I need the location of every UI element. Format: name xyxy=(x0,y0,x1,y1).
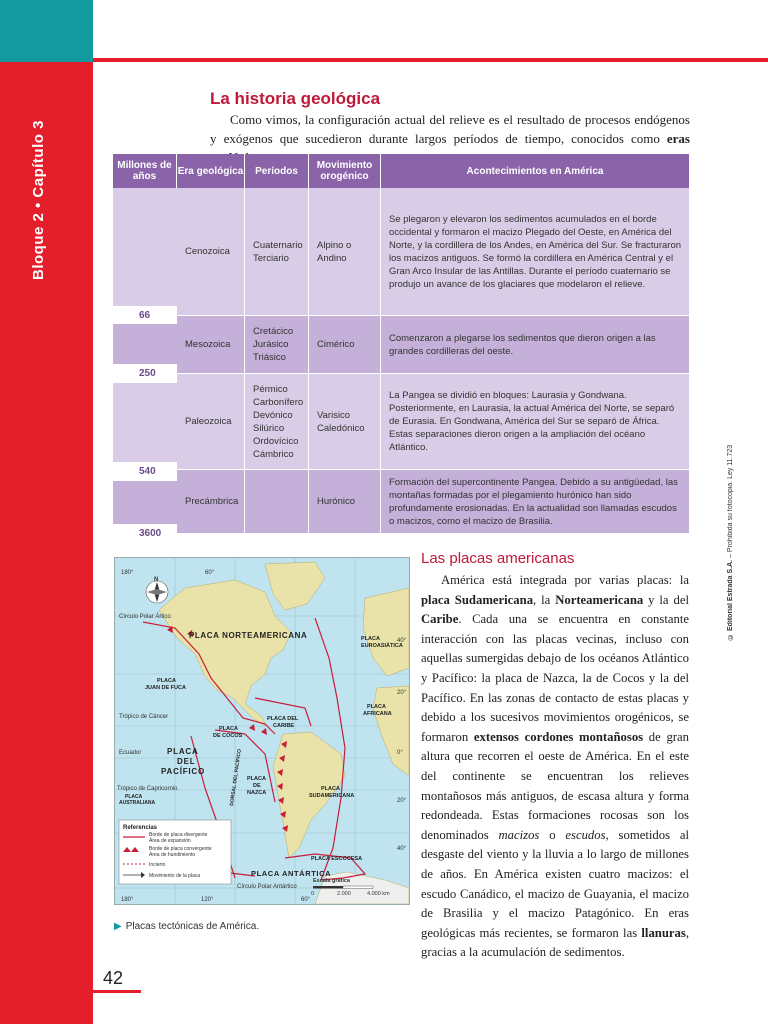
plate-label: AUSTRALIANA xyxy=(119,800,156,806)
plate-label: PLACA xyxy=(367,704,386,710)
era-cell: Precámbrica xyxy=(177,470,245,534)
events-cell: Formación del supercontinente Pangea. Debido a su antigüedad, las montañas formadas por el plegamiento hurónico han sido profundamente erosionadas. En la actualidad son llamadas escudos o macizos, como el macizo de Brasilia. xyxy=(381,470,689,534)
age-block xyxy=(113,481,177,524)
page-number-rule xyxy=(93,990,141,993)
tectonic-plates-map xyxy=(114,557,410,905)
legend-item: Borde de placa convergente xyxy=(149,846,212,852)
lon-label: 120° xyxy=(201,897,214,903)
plate-label: PLACA NORTEAMERICANA xyxy=(189,631,308,640)
top-rule xyxy=(93,58,768,62)
periods-cell: Cretácico Jurásico Triásico xyxy=(245,316,309,374)
top-corner-band xyxy=(0,0,93,62)
scale-label: 2.000 xyxy=(337,891,351,897)
lat-label: 40° xyxy=(397,638,407,644)
plate-label: PLACA xyxy=(125,794,143,800)
lon-label: 180° xyxy=(121,897,134,903)
header-millions: Millones de años xyxy=(113,154,177,188)
circle-label: Trópico de Capricornio xyxy=(117,786,178,792)
chapter-label: Bloque 2 • Capítulo 3 xyxy=(30,120,47,280)
legend-item: Área de hundimiento xyxy=(149,852,196,858)
map-caption: ▶ Placas tectónicas de América. xyxy=(114,921,260,932)
plate-label: PACÍFICO xyxy=(161,767,206,776)
lon-label: 180° xyxy=(121,570,134,576)
age-mark: 540 xyxy=(113,465,177,479)
header-movement: Movimiento orogénico xyxy=(309,154,381,188)
north-label: N xyxy=(154,577,159,583)
lat-label: 20° xyxy=(397,798,407,804)
scale-label: 0 xyxy=(311,891,315,897)
era-cell: Paleozoica xyxy=(177,374,245,470)
plate-label: CARIBE xyxy=(273,723,295,729)
intro-paragraph: Como vimos, la configuración actual del relieve es el resultado de procesos endógenos y exógenos que sucedieron durante largos períodos de tiempo, conocidos como eras xyxy=(210,112,690,146)
section-paragraph: América está integrada por varias placas: la placa Sudamericana, la Norteamericana y la del Caribe. Cada una se encuentra en constante interacción con las placas vecinas, incluso con aquellas sumergidas debajo de los océanos Atlántico y Pacífico: la placa de Nazca, la de Cocos y la del Pacífico. En las zonas de contacto de estas placas y debido a los sucesivos movimientos orogénicos, se formaron extensos cordones montañosos de gran altura que recorren el oeste de América. En el este del continente se encuentran los relieves montañosos más antiguos, de escasa altura y forma redondeada. Estas formaciones rocosas son los denominados macizos o escudos, sometidos al desgaste del viento y la lluvia a lo largo de millones de años. En América existen cuatro macizos: el escudo Canádico, el macizo de Guayania, el macizo de Brasilia y el macizo Patagónico. En eras geológicas más recientes, se formaron las llanuras, gracias a la acumulación de sedimentos. xyxy=(421,573,689,960)
age-mark: 250 xyxy=(113,367,177,381)
events-cell: La Pangea se dividió en bloques: Laurasia y Gondwana. Posteriormente, en Laurasia, la actual América del Norte, se separó de Eurasia. En Gondwana, América del Sur se separó de África. Estas separaciones dieron origen a la ampliación del océano Atlántico. xyxy=(381,374,689,470)
age-mark: 66 xyxy=(113,309,177,323)
plate-label: NAZCA xyxy=(247,790,267,796)
circle-label: Círculo Polar Antártico xyxy=(237,884,297,890)
page-number: 42 xyxy=(103,968,124,988)
legend-item: Área de expansión xyxy=(149,838,191,844)
header-events: Acontecimientos en América xyxy=(381,154,689,188)
lon-label: 60° xyxy=(301,897,311,903)
plate-label: PLACA xyxy=(247,776,266,782)
legend-item: Incierto xyxy=(149,862,166,868)
plate-label: PLACA xyxy=(157,678,176,684)
plate-label: PLACA xyxy=(219,726,238,732)
header-periods: Períodos xyxy=(245,154,309,188)
era-cell: Mesozoica xyxy=(177,316,245,374)
page-title: La historia geológica xyxy=(210,89,381,108)
copyright-notice: © Editorial Estrada S.A. – Prohibida su fotocopia. Ley 11.723 xyxy=(727,444,734,640)
legend-item: Movimiento de la placa xyxy=(149,873,201,879)
circle-label: Círculo Polar Ártico xyxy=(119,614,171,620)
geologic-eras-table xyxy=(113,154,689,540)
header-era: Era geológica xyxy=(177,154,245,188)
plate-label: DE xyxy=(253,783,261,789)
movement-cell: Alpino o Andino xyxy=(309,188,381,316)
plate-label: DE COCOS xyxy=(213,733,243,739)
legend-title: Referencias xyxy=(123,825,158,831)
plate-label: PLACA xyxy=(321,786,340,792)
circle-label: Trópico de Cáncer xyxy=(119,714,169,720)
plate-label: AFRICANA xyxy=(363,711,392,717)
lat-label: 40° xyxy=(397,846,407,852)
legend-item: Borde de placa divergente xyxy=(149,832,208,838)
age-block xyxy=(113,188,177,306)
age-block xyxy=(113,324,177,364)
plate-label: PLACA ESCOCESA xyxy=(311,856,363,862)
events-cell: Se plegaron y elevaron los sedimentos acumulados en el borde occidental y formaron el macizo Plegado del Oeste, en América del Norte, y la cordillera de los Andes, en América del Sur. Se fracturaron los macizos antiguos. Se formó la cordillera en América Central y el Gran Arco Insular de las Antillas. Durante el período cuaternario se produjo un avance de los glaciares que modelaron el relieve. xyxy=(381,188,689,316)
lat-label: 0° xyxy=(397,750,403,756)
plate-label: PLACA xyxy=(361,636,380,642)
movement-cell: Cimérico xyxy=(309,316,381,374)
age-mark: 3600 xyxy=(113,527,177,541)
periods-cell: Pérmico Carbonífero Devónico Silúrico Ordovícico Cámbrico xyxy=(245,374,309,470)
age-block xyxy=(113,383,177,462)
circle-label: Ecuador xyxy=(119,750,142,756)
plate-label: SUDAMERICANA xyxy=(309,793,355,799)
movement-cell: Varisico Caledónico xyxy=(309,374,381,470)
era-cell: Cenozoica xyxy=(177,188,245,316)
section-title: Las placas americanas xyxy=(421,550,575,567)
scale-title: Escala gráfica xyxy=(313,878,350,884)
scale-label: 4.000 km xyxy=(367,891,390,897)
periods-cell xyxy=(245,470,309,534)
plate-label: DEL xyxy=(177,757,196,766)
plate-label: PLACA xyxy=(167,747,199,756)
caption-arrow-icon: ▶ xyxy=(114,921,122,932)
map-legend xyxy=(119,820,231,884)
ridge-label: DORSAL DEL PACÍFICO xyxy=(229,748,243,807)
lon-label: 60° xyxy=(205,570,215,576)
events-cell: Comenzaron a plegarse los sedimentos que dieron origen a las grandes cordilleras del oeste. xyxy=(381,316,689,374)
plate-label: PLACA DEL xyxy=(267,716,299,722)
plate-label: PLACA ANTÁRTICA xyxy=(251,869,332,878)
plate-label: EUROASIÁTICA xyxy=(361,643,403,649)
plate-label: JUAN DE FUCA xyxy=(145,685,186,691)
movement-cell: Hurónico xyxy=(309,470,381,534)
lat-label: 20° xyxy=(397,690,407,696)
periods-cell: Cuaternario Terciario xyxy=(245,188,309,316)
map-svg xyxy=(115,558,409,904)
